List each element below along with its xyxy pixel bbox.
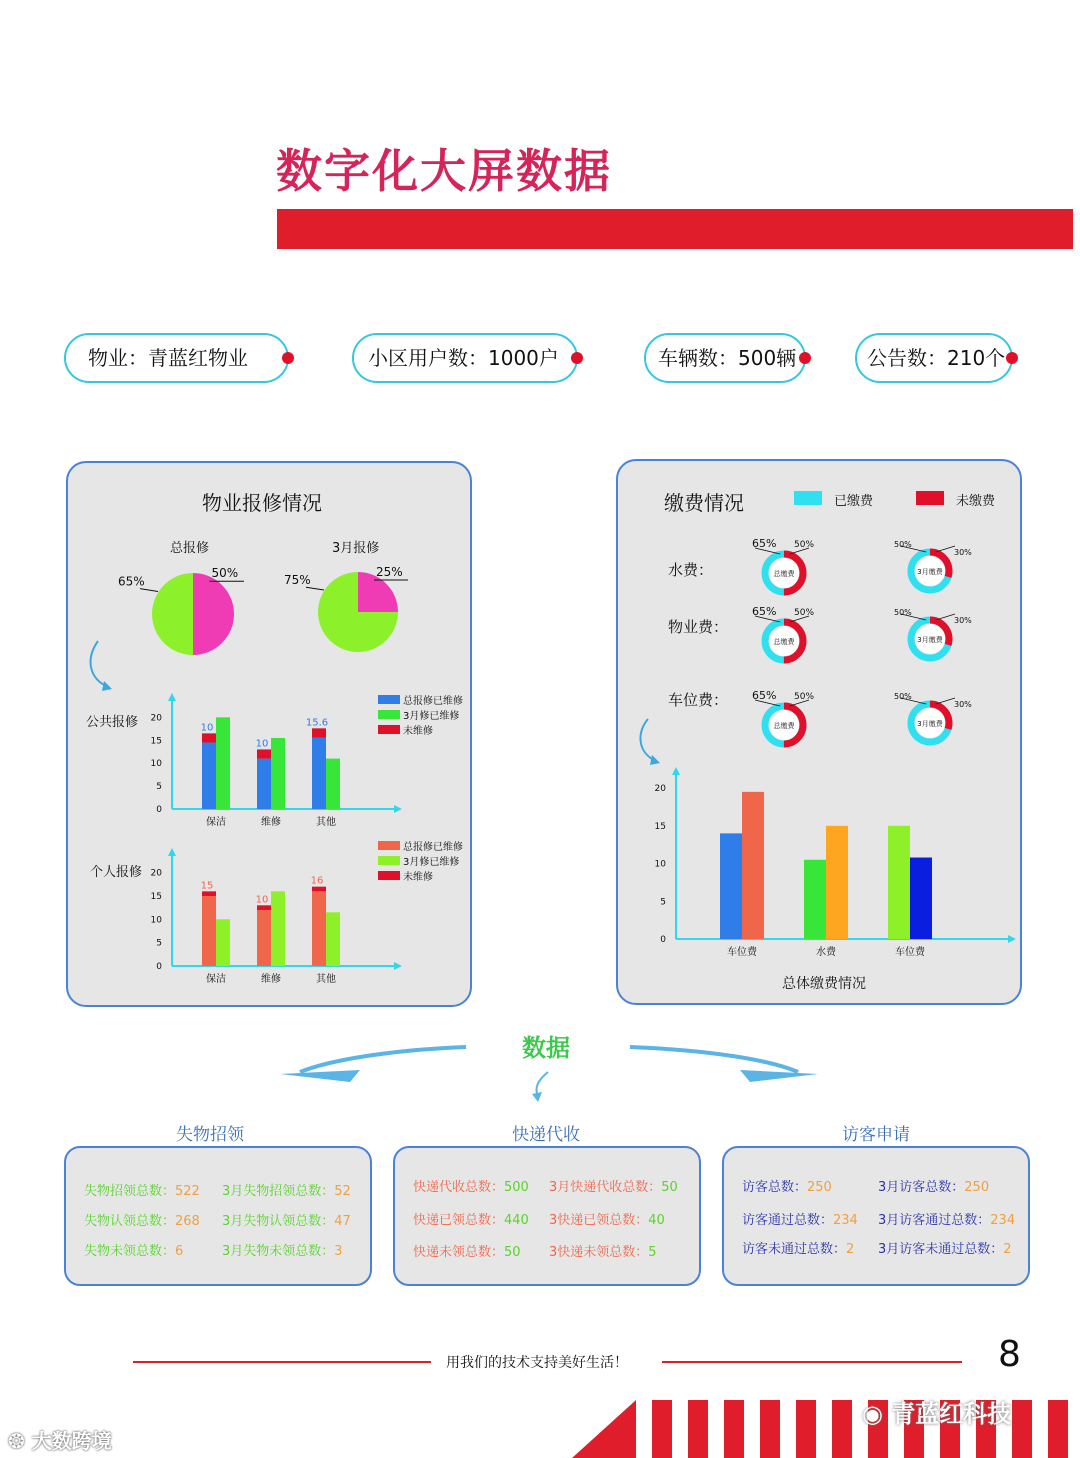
flow-arrow-icon xyxy=(640,719,656,761)
bar-data-label: 16 xyxy=(310,875,324,887)
overall-fee-chart xyxy=(655,767,1016,958)
legend-unpaid-label: 未缴费 xyxy=(956,494,996,509)
pie-slice xyxy=(152,573,193,655)
lost-found-title: 失物招领 xyxy=(176,1125,244,1145)
info-label: 失物认领总数： xyxy=(84,1214,176,1229)
pie-total xyxy=(118,566,244,655)
info-col-march xyxy=(878,1180,989,1195)
info-value: 50 xyxy=(504,1245,521,1260)
info-label: 快递未领总数： xyxy=(413,1245,505,1260)
repair-panel xyxy=(66,461,472,1007)
y-tick-label: 0 xyxy=(156,962,162,972)
personal-repair-chart xyxy=(151,840,463,985)
pie-left-label: 65% xyxy=(118,574,145,589)
footer-stripe xyxy=(796,1400,816,1458)
bar xyxy=(326,912,340,966)
x-tick-label: 保洁 xyxy=(206,974,226,985)
y-axis-arrow-icon xyxy=(168,848,176,856)
arrow-head-icon xyxy=(650,755,660,765)
bar xyxy=(202,896,216,966)
info-col-march xyxy=(549,1245,657,1260)
public-repair-chart xyxy=(151,693,463,828)
info-label: 访客未通过总数： xyxy=(742,1242,847,1257)
legend-label: 3月修已维修 xyxy=(403,711,460,722)
pie-total-label: 总报修 xyxy=(170,541,210,556)
arrow-head-icon xyxy=(102,681,112,691)
donut-center-label: 总缴费 xyxy=(773,570,795,578)
info-col-total xyxy=(742,1176,878,1195)
personal-repair-label: 个人报修 xyxy=(90,865,143,880)
info-label: 3月失物未领总数： xyxy=(222,1244,335,1259)
flow-arrow-icon xyxy=(91,641,108,687)
donut-label-b: 50% xyxy=(794,608,815,618)
x-tick-label: 维修 xyxy=(261,817,281,828)
stat-households-label: 小区用户数：1000户 xyxy=(368,346,559,370)
info-col-march xyxy=(878,1213,1015,1228)
stat-households xyxy=(352,333,578,383)
donut-label-b: 30% xyxy=(954,548,972,557)
y-tick-label: 10 xyxy=(150,915,162,926)
page-title: 数字化大屏数据 xyxy=(276,144,612,198)
info-label: 失物招领总数： xyxy=(84,1184,176,1199)
pie-right-label: 25% xyxy=(376,565,403,579)
info-label: 失物未领总数： xyxy=(84,1244,176,1259)
x-tick-label: 保洁 xyxy=(206,817,226,828)
info-label: 3月失物招领总数： xyxy=(222,1184,335,1199)
bar-data-label: 15.6 xyxy=(305,717,329,729)
bar-unrepaired xyxy=(257,905,271,910)
x-axis-arrow-icon xyxy=(1008,935,1016,943)
bar xyxy=(312,738,326,810)
bar-unrepaired xyxy=(202,891,216,896)
legend-label: 总报修已维修 xyxy=(403,842,463,853)
dot-icon xyxy=(282,352,294,364)
info-label: 3月失物认领总数： xyxy=(222,1214,335,1229)
info-col-total xyxy=(84,1210,222,1229)
pie-left-label: 75% xyxy=(284,573,311,587)
repair-panel-title: 物业报修情况 xyxy=(202,491,322,515)
donut-leader-line xyxy=(936,614,955,620)
y-tick-label: 20 xyxy=(150,713,162,724)
lost-found-box xyxy=(64,1146,372,1286)
info-col-march xyxy=(222,1214,351,1229)
repair-charts xyxy=(68,463,470,1005)
info-row xyxy=(413,1241,657,1260)
x-tick-label: 车位费 xyxy=(895,947,925,958)
info-value: 6 xyxy=(175,1244,184,1259)
legend-swatch xyxy=(378,710,400,719)
info-label: 3快递未领总数： xyxy=(549,1245,649,1260)
left-arrow-icon xyxy=(300,1047,466,1072)
bar xyxy=(257,759,271,809)
info-row xyxy=(413,1209,665,1228)
y-tick-label: 20 xyxy=(150,868,162,879)
legend-paid-label: 已缴费 xyxy=(834,494,874,509)
donut-center-label: 总缴费 xyxy=(773,638,795,646)
fee-panel xyxy=(616,459,1022,1005)
y-tick-label: 15 xyxy=(150,736,162,747)
down-arrow-head-icon xyxy=(532,1092,542,1102)
footer-divider-left xyxy=(133,1361,431,1363)
brand-name: 青蓝红科技 xyxy=(891,1400,1012,1428)
donut-leader-line xyxy=(936,546,955,552)
info-value: 500 xyxy=(504,1180,529,1195)
bar-unrepaired xyxy=(312,887,326,892)
info-row xyxy=(84,1210,351,1229)
info-value: 5 xyxy=(648,1245,657,1260)
brand-mark xyxy=(862,1394,1011,1429)
fee-row-parking-label: 车位费： xyxy=(668,691,729,709)
info-label: 访客总数： xyxy=(742,1180,808,1195)
x-tick-label: 水费 xyxy=(816,947,836,958)
bar xyxy=(271,738,285,809)
x-axis-arrow-icon xyxy=(394,962,402,970)
info-row xyxy=(84,1180,351,1199)
donut-label-b: 50% xyxy=(794,692,815,702)
info-row xyxy=(742,1238,1012,1257)
donut-label-a: 50% xyxy=(894,540,912,549)
fee-charts xyxy=(618,461,1020,1003)
info-row xyxy=(413,1176,678,1195)
info-value: 268 xyxy=(175,1214,200,1229)
fee-panel-title: 缴费情况 xyxy=(664,491,744,515)
info-col-total xyxy=(413,1241,549,1260)
legend-swatch xyxy=(378,856,400,865)
donut-label-b: 30% xyxy=(954,616,972,625)
donut-label-a: 50% xyxy=(894,608,912,617)
y-axis-arrow-icon xyxy=(168,693,176,701)
info-col-march xyxy=(222,1184,351,1199)
fee-donuts xyxy=(752,537,972,744)
left-arrow-head-icon xyxy=(280,1070,360,1082)
info-value: 50 xyxy=(661,1180,678,1195)
bar xyxy=(720,833,742,939)
bar xyxy=(216,919,230,966)
legend-swatch xyxy=(378,695,400,704)
info-value: 440 xyxy=(504,1213,529,1228)
footer-stripe xyxy=(652,1400,672,1458)
donut-leader-line xyxy=(936,698,955,704)
bar xyxy=(202,743,216,809)
info-col-march xyxy=(222,1244,343,1259)
stat-notices-label: 公告数：210个 xyxy=(867,346,1006,370)
info-col-total xyxy=(84,1180,222,1199)
watermark-text: 大数跨境 xyxy=(31,1429,112,1453)
bar-unrepaired xyxy=(257,749,271,758)
bar xyxy=(312,891,326,966)
page-number: 8 xyxy=(998,1334,1021,1375)
footer-stripe xyxy=(1048,1400,1068,1458)
info-value: 52 xyxy=(334,1184,351,1199)
watermark xyxy=(8,1425,112,1454)
bar xyxy=(257,910,271,966)
bar xyxy=(742,792,764,939)
pie-march xyxy=(284,565,408,652)
bar xyxy=(216,717,230,809)
info-label: 3月访客通过总数： xyxy=(878,1213,991,1228)
footer-slogan: 用我们的技术支持美好生活！ xyxy=(446,1355,628,1371)
info-row xyxy=(84,1240,343,1259)
x-tick-label: 维修 xyxy=(261,974,281,985)
footer-stripe xyxy=(724,1400,744,1458)
y-tick-label: 0 xyxy=(660,935,666,945)
right-arrow-icon xyxy=(630,1047,798,1072)
info-label: 3月快递代收总数： xyxy=(549,1180,662,1195)
x-tick-label: 车位费 xyxy=(727,947,757,958)
bar xyxy=(888,826,910,939)
info-col-total xyxy=(413,1209,549,1228)
donut-center-label: 总缴费 xyxy=(773,722,795,730)
info-value: 40 xyxy=(648,1213,665,1228)
legend-label: 未维修 xyxy=(403,726,433,737)
pie-leader-line xyxy=(306,587,324,590)
down-arrow-icon xyxy=(536,1072,548,1096)
pie-march-label: 3月报修 xyxy=(332,541,380,556)
info-col-total xyxy=(84,1240,222,1259)
info-row xyxy=(742,1209,1015,1228)
info-value: 2 xyxy=(1003,1242,1012,1257)
bar xyxy=(804,860,826,939)
info-value: 522 xyxy=(175,1184,200,1199)
stat-property-label: 物业：青蓝红物业 xyxy=(88,346,248,370)
fee-row-property-label: 物业费： xyxy=(668,618,729,636)
footer-stripe xyxy=(688,1400,708,1458)
bar xyxy=(910,858,932,939)
info-value: 2 xyxy=(846,1242,855,1257)
pie-right-label: 50% xyxy=(211,566,239,581)
bar xyxy=(271,891,285,966)
y-tick-label: 5 xyxy=(156,938,162,949)
y-tick-label: 10 xyxy=(150,759,162,770)
footer-stripe xyxy=(832,1400,852,1458)
donut-center-label: 3月缴费 xyxy=(917,720,943,728)
fee-row-water-label: 水费： xyxy=(668,561,714,579)
title-bar xyxy=(277,209,1073,249)
donut-center-label: 3月缴费 xyxy=(917,568,943,576)
express-box xyxy=(393,1146,701,1286)
legend-swatch xyxy=(378,725,400,734)
info-row xyxy=(742,1176,989,1195)
info-col-march xyxy=(549,1213,665,1228)
stat-property xyxy=(64,333,289,383)
y-tick-label: 0 xyxy=(156,805,162,815)
stat-vehicles xyxy=(644,333,806,383)
legend-swatch xyxy=(378,871,400,880)
express-title: 快递代收 xyxy=(512,1125,580,1145)
bar xyxy=(326,759,340,809)
dot-icon xyxy=(799,352,811,364)
stat-notices xyxy=(855,333,1013,383)
info-value: 250 xyxy=(807,1180,832,1195)
legend-label: 未维修 xyxy=(403,872,433,883)
bar-unrepaired xyxy=(312,728,326,737)
info-label: 访客通过总数： xyxy=(742,1213,834,1228)
info-label: 快递代收总数： xyxy=(413,1180,505,1195)
stat-vehicles-label: 车辆数：500辆 xyxy=(658,346,797,370)
dot-icon xyxy=(571,352,583,364)
donut-center-label: 3月缴费 xyxy=(917,636,943,644)
info-col-total xyxy=(413,1176,549,1195)
legend-label: 3月修已维修 xyxy=(403,857,460,868)
y-tick-label: 15 xyxy=(654,821,666,832)
y-tick-label: 15 xyxy=(150,892,162,902)
watermark-logo-icon: ❂ xyxy=(8,1429,25,1453)
y-tick-label: 5 xyxy=(660,897,666,908)
donut-label-a: 65% xyxy=(752,605,777,618)
footer-divider-right xyxy=(662,1361,962,1363)
y-tick-label: 10 xyxy=(654,859,666,870)
visitor-title: 访客申请 xyxy=(842,1125,910,1145)
bar xyxy=(826,826,848,939)
info-label: 3月访客总数： xyxy=(878,1180,965,1195)
y-axis-arrow-icon xyxy=(672,767,680,775)
public-repair-label: 公共报修 xyxy=(86,715,139,730)
donut-label-a: 50% xyxy=(894,692,912,701)
info-value: 47 xyxy=(334,1214,351,1229)
bar-unrepaired xyxy=(202,733,216,742)
y-tick-label: 5 xyxy=(156,782,162,793)
info-value: 234 xyxy=(990,1213,1016,1228)
bar-data-label: 10 xyxy=(200,722,214,734)
donut-label-a: 65% xyxy=(752,537,777,550)
x-tick-label: 其他 xyxy=(316,974,336,985)
legend-label: 总报修已维修 xyxy=(403,696,463,707)
footer-stripe xyxy=(760,1400,780,1458)
info-value: 250 xyxy=(964,1180,990,1195)
info-col-total xyxy=(742,1238,878,1257)
info-value: 234 xyxy=(833,1213,858,1228)
info-value: 3 xyxy=(334,1244,343,1259)
bar-data-label: 10 xyxy=(255,738,269,750)
x-axis-arrow-icon xyxy=(394,805,402,813)
bar-data-label: 10 xyxy=(255,894,269,906)
y-tick-label: 20 xyxy=(654,784,666,795)
x-tick-label: 其他 xyxy=(316,817,336,828)
donut-label-b: 30% xyxy=(954,700,972,709)
footer-stripe xyxy=(1012,1400,1032,1458)
donut-label-a: 65% xyxy=(752,689,777,702)
visitor-box xyxy=(722,1146,1030,1286)
fee-chart-caption: 总体缴费情况 xyxy=(782,976,866,992)
pie-leader-line xyxy=(140,589,158,592)
info-col-march xyxy=(549,1180,678,1195)
dot-icon xyxy=(1006,352,1018,364)
info-col-march xyxy=(878,1242,1012,1257)
info-label: 3月访客未通过总数： xyxy=(878,1242,1004,1257)
info-col-total xyxy=(742,1209,878,1228)
chat-icon: ◉ xyxy=(862,1400,883,1428)
info-label: 3快递已领总数： xyxy=(549,1213,649,1228)
info-label: 快递已领总数： xyxy=(413,1213,505,1228)
pie-slice xyxy=(193,573,234,655)
donut-label-b: 50% xyxy=(794,540,815,550)
center-data-label: 数据 xyxy=(522,1034,570,1062)
right-arrow-head-icon xyxy=(740,1070,818,1082)
legend-swatch xyxy=(378,841,400,850)
bar-data-label: 15 xyxy=(200,880,214,892)
